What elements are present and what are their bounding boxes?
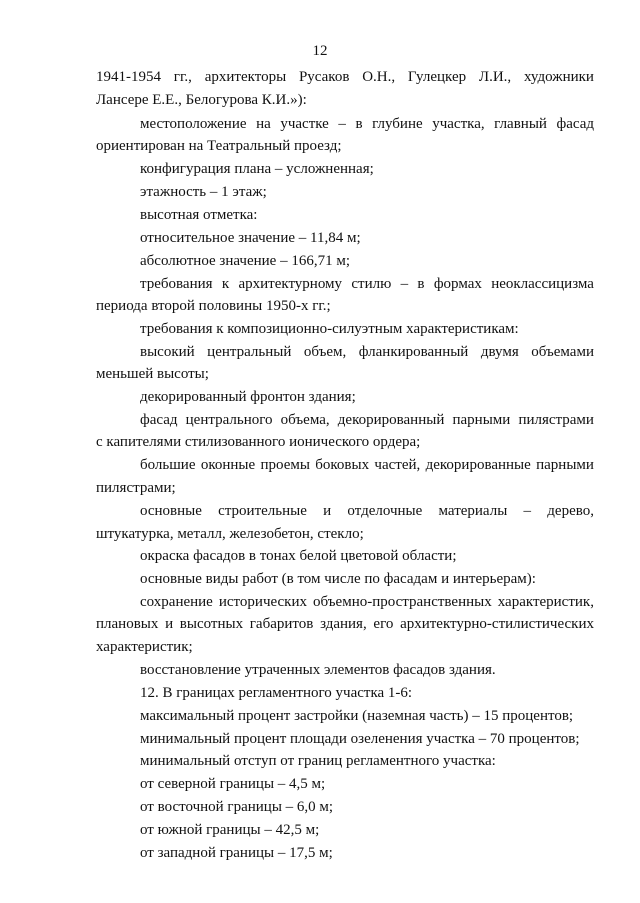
text-line-content: с капителями стилизованного ионического ордера; (96, 434, 421, 450)
word: формах (433, 276, 482, 292)
word: его (373, 616, 394, 632)
word: материалы (438, 503, 508, 519)
text-line-content (140, 115, 594, 133)
text-line-content: пилястрами; (96, 480, 176, 496)
text-line-content: окраска фасадов в тонах белой цветовой области; (140, 548, 457, 564)
text-line-content: от западной границы – 17,5 м; (140, 845, 333, 861)
word: гг., (173, 69, 192, 85)
text-line-content (96, 615, 594, 633)
word: на (256, 116, 271, 132)
text-line-content: основные виды работ (в том числе по фасадам и интерьерам): (140, 571, 536, 587)
word: парными (452, 412, 511, 428)
text-line-content: ориентирован на Театральный проезд; (96, 138, 342, 154)
word: – (400, 276, 409, 292)
text-line-content: периода второй половины 1950-х гг.; (96, 298, 331, 314)
text-line-content: абсолютное значение – 166,71 м; (140, 253, 350, 269)
word: художники (523, 69, 594, 85)
text-line-content: требования к композиционно-силуэтным характеристикам: (140, 321, 519, 337)
text-line-content (140, 275, 594, 293)
text-line-content: минимальный отступ от границ регламентного участка: (140, 753, 496, 769)
word: объемно-пространственных (313, 594, 492, 610)
word: парными (536, 457, 594, 473)
word: отделочные (347, 503, 423, 519)
text-line-content: минимальный процент площади озеленения участка – 70 процентов; (140, 731, 580, 747)
text-line-content: относительное значение – 11,84 м; (140, 230, 361, 246)
text-line-content (96, 68, 594, 86)
word: исторических (218, 594, 307, 610)
word: декорированные (425, 457, 531, 473)
word: декорированный (337, 412, 445, 428)
text-line-content (140, 456, 594, 474)
word: объема, (280, 412, 330, 428)
word: и (165, 616, 174, 632)
word: пилястрами (518, 412, 594, 428)
word: объем, (303, 344, 347, 360)
word: архитекторы (204, 69, 287, 85)
word: архитектурно-стилистических (400, 616, 594, 632)
text-line-content (140, 411, 594, 429)
text-line-content: конфигурация плана – усложненная; (140, 161, 374, 177)
word: Гулецкер (407, 69, 467, 85)
word: характеристик, (497, 594, 594, 610)
text-line-content: Лансере Е.Е., Белогурова К.И.»): (96, 92, 307, 108)
text-line-content: от восточной границы – 6,0 м; (140, 799, 334, 815)
word: строительные (218, 503, 307, 519)
word: в (355, 116, 363, 132)
word: в (417, 276, 425, 292)
word: боковых (315, 457, 370, 473)
word: сохранение (140, 594, 213, 610)
text-line-content: характеристик; (96, 639, 193, 655)
word: основные (140, 503, 202, 519)
word: объемами (531, 344, 594, 360)
word: здания, (320, 616, 367, 632)
word: глубине (372, 116, 423, 132)
word: фасад (556, 116, 594, 132)
text-line-content: штукатурка, металл, железобетон, стекло; (96, 526, 364, 542)
text-line-content: от южной границы – 42,5 м; (140, 822, 320, 838)
word: проемы (260, 457, 310, 473)
word: 1941-1954 (96, 69, 161, 85)
word: фасад (140, 412, 178, 428)
word: и (323, 503, 332, 519)
word: плановых (96, 616, 159, 632)
text-line-content: меньшей высоты; (96, 366, 209, 382)
word: к (221, 276, 230, 292)
word: местоположение (140, 116, 247, 132)
text-line-content: декорированный фронтон здания; (140, 389, 356, 405)
word: центральный (207, 344, 292, 360)
word: неоклассицизма (491, 276, 594, 292)
word: большие (140, 457, 196, 473)
word: О.Н., (362, 69, 396, 85)
word: архитектурному (238, 276, 343, 292)
word: – (523, 503, 532, 519)
text-line-content (140, 593, 594, 611)
word: высокий (140, 344, 195, 360)
text-line-content (140, 343, 594, 361)
text-line-content (140, 502, 594, 520)
word: главный (494, 116, 547, 132)
text-line-content: высотная отметка: (140, 207, 258, 223)
word: габаритов (249, 616, 314, 632)
word: оконные (200, 457, 256, 473)
word: фланкированный (358, 344, 469, 360)
word: Русаков (298, 69, 350, 85)
word: дерево, (547, 503, 594, 519)
word: стилю (351, 276, 392, 292)
text-line-content: этажность – 1 этаж; (140, 184, 267, 200)
page-number: 12 (312, 43, 328, 59)
word: центрального (185, 412, 273, 428)
word: участке (280, 116, 329, 132)
text-line-content: максимальный процент застройки (наземная часть) – 15 процентов; (140, 708, 574, 724)
word: участка, (432, 116, 485, 132)
word: Л.И., (478, 69, 512, 85)
text-line-content: от северной границы – 4,5 м; (140, 776, 326, 792)
text-line-content: 12. В границах регламентного участка 1-6: (140, 685, 413, 701)
word: требования (140, 276, 213, 292)
word: двумя (480, 344, 519, 360)
word: высотных (179, 616, 244, 632)
word: – (338, 116, 346, 132)
word: частей, (374, 457, 421, 473)
text-line-content: восстановление утраченных элементов фасадов здания. (140, 662, 496, 678)
